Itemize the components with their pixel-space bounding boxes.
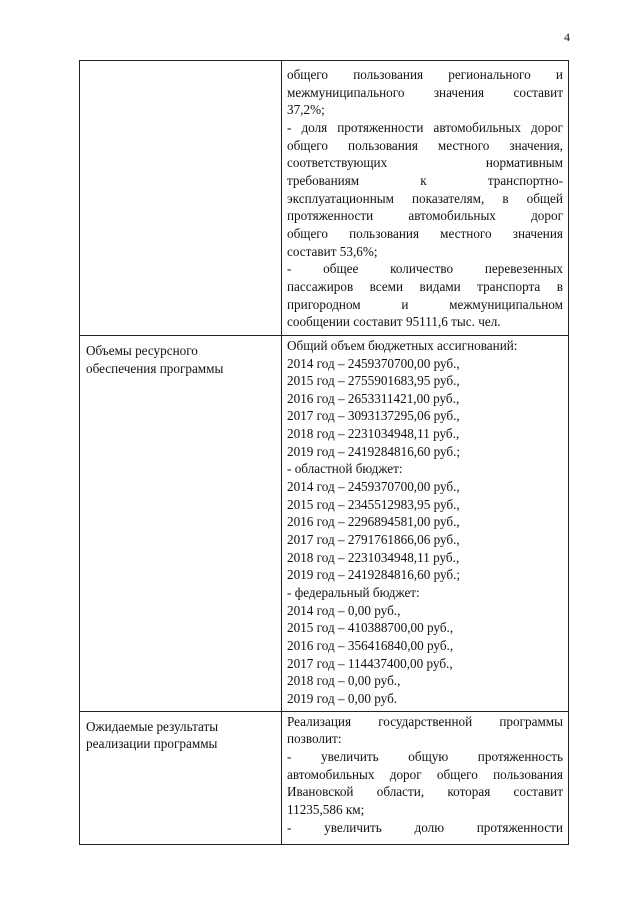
content-line: соответствующих нормативным [287,155,563,171]
content-line: 2019 год – 2419284816,60 руб.; [287,567,461,583]
content-line: - общее количество перевезенных [287,261,563,277]
content-line: 2018 год – 0,00 руб., [287,673,401,689]
row-content-cell [282,335,569,711]
content-line: 2019 год – 2419284816,60 руб.; [287,443,461,459]
content-line: Реализация государственной программы [287,713,563,729]
content-line: требованиям к транспортно- [287,172,563,188]
content-line: - федеральный бюджет: [287,585,420,601]
row-label-cell [80,335,282,711]
content-line: 2015 год – 2345512983,95 руб., [287,496,460,512]
content-line: 37,2%; [287,102,325,118]
content-line: 2018 год – 2231034948,11 руб., [287,426,460,442]
program-passport-table [79,60,569,845]
content-line: сообщении составит 95111,6 тыс. чел. [287,314,501,330]
content-line: позволит: [287,731,342,747]
content-line: - увеличить общую протяженность [287,748,563,764]
label-line: Ожидаемые результаты [86,718,219,734]
label-line: обеспечения программы [86,360,224,376]
content-line: общего пользования регионального и [287,67,563,82]
content-line: 2014 год – 2459370700,00 руб., [287,355,460,371]
table-row [80,711,569,844]
content-line: Ивановской области, которая составит [287,784,563,800]
table-row [80,335,569,711]
content-line: 2017 год – 2791761866,06 руб., [287,532,460,548]
content-line: 2016 год – 2653311421,00 руб., [287,390,460,406]
content-line: составит 53,6%; [287,243,378,259]
content-line: 2016 год – 2296894581,00 руб., [287,514,460,530]
content-line: межмуниципального значения составит [287,84,563,100]
content-line: автомобильных дорог общего пользования [287,766,563,782]
row-content-cell [282,61,569,336]
content-line: Общий объем бюджетных ассигнований: [287,337,518,353]
content-line: - увеличить долю протяженности [287,819,563,835]
table-row [80,61,569,336]
label-line: Объемы ресурсного [86,342,198,358]
content-line: 2016 год – 356416840,00 руб., [287,638,454,653]
content-line: общего пользования местного значения [287,225,563,241]
content-line: общего пользования местного значения, [287,137,563,153]
content-line: 11235,586 км; [287,801,365,817]
content-line: пригородном и межмуниципальном [287,296,563,312]
row-label-cell [80,711,282,844]
content-line: 2014 год – 2459370700,00 руб., [287,479,460,495]
content-line: 2015 год – 410388700,00 руб., [287,620,454,636]
row-label-cell [80,61,282,336]
content-line: 2017 год – 3093137295,06 руб., [287,408,460,424]
content-line: - областной бюджет: [287,461,403,477]
content-line: 2014 год – 0,00 руб., [287,602,401,618]
content-line: 2018 год – 2231034948,11 руб., [287,549,460,565]
content-line: 2015 год – 2755901683,95 руб., [287,373,460,389]
label-line: реализации программы [86,736,218,752]
page-number: 4 [564,30,570,44]
content-line: - доля протяженности автомобильных дорог [287,119,563,135]
content-line: пассажиров всеми видами транспорта в [287,278,563,294]
content-line: 2019 год – 0,00 руб. [287,690,398,706]
content-line: 2017 год – 114437400,00 руб., [287,655,453,671]
content-line: протяженности автомобильных дорог [287,208,563,224]
content-line: эксплуатационным показателям, в общей [287,190,563,206]
row-content-cell [282,711,569,844]
